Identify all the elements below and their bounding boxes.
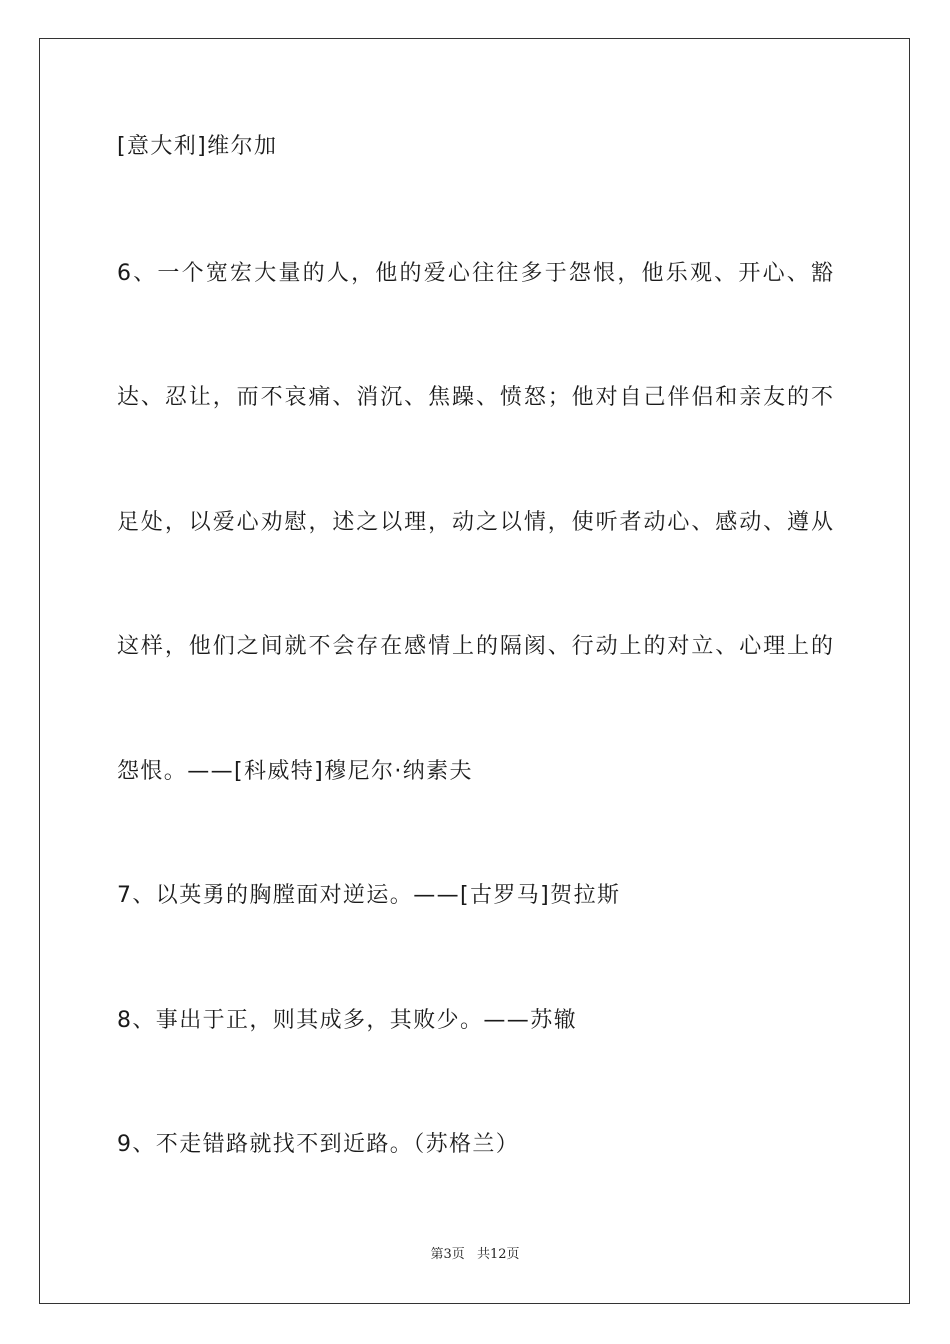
quote-6-line-1: 6、一个宽宏大量的人，他的爱心往往多于怨恨，他乐观、开心、豁 [117, 261, 833, 286]
page-border [39, 38, 910, 1304]
quote-6-line-3: 足处，以爱心劝慰，述之以理，动之以情，使听者动心、感动、遵从 [117, 510, 833, 535]
page-total: 共12页 [476, 1247, 520, 1262]
quote-attribution-line: [意大利]维尔加 [117, 134, 278, 159]
page-number: 第3页 [430, 1247, 465, 1262]
page-footer [0, 1246, 950, 1264]
quote-6-line-4: 这样，他们之间就不会存在感情上的隔阂、行动上的对立、心理上的 [117, 634, 833, 659]
quote-6-line-5: 怨恨。——[科威特]穆尼尔·纳素夫 [117, 759, 473, 784]
quote-7: 7、以英勇的胸膛面对逆运。——[古罗马]贺拉斯 [117, 883, 621, 908]
quote-6-line-2: 达、忍让，而不哀痛、消沉、焦躁、愤怒；他对自己伴侣和亲友的不 [117, 385, 833, 410]
quote-9: 9、不走错路就找不到近路。（苏格兰） [117, 1132, 520, 1157]
quote-8: 8、事出于正，则其成多，其败少。——苏辙 [117, 1008, 577, 1033]
